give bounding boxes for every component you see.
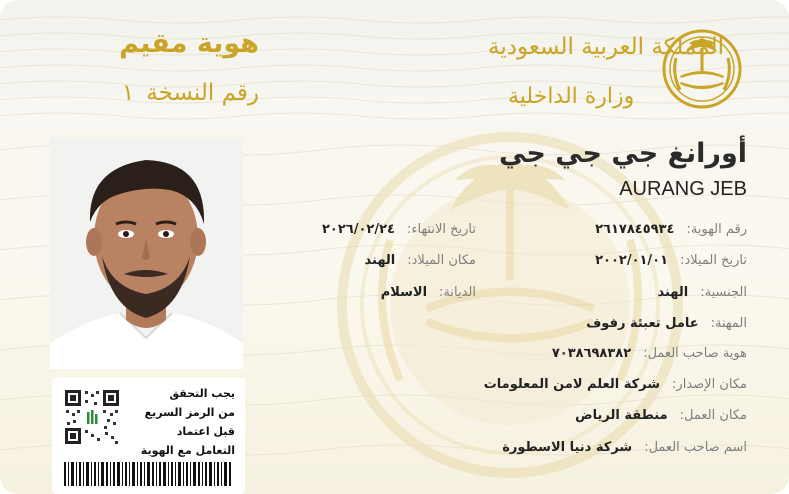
field-birth-place (365, 253, 476, 268)
verification-line-1: يجب التحقق (169, 387, 235, 400)
field-label: اسم صاحب العمل: (644, 440, 747, 455)
verification-box (52, 378, 245, 494)
field-expiry (322, 222, 476, 237)
field-religion (381, 285, 476, 300)
verification-line-4: التعامل مع الهوية (140, 444, 235, 457)
holder-name-english: AURANG JEB (619, 178, 747, 200)
kingdom-name: المملكة العربية السعودية (488, 34, 724, 60)
holder-portrait-photo (50, 138, 243, 369)
field-issue-place (484, 377, 747, 392)
field-label: تاريخ الميلاد: (680, 253, 747, 268)
field-label: الديانة: (439, 285, 476, 300)
field-nationality (657, 285, 747, 300)
verification-line-2: من الرمز السريع (144, 406, 235, 419)
field-label: مكان الإصدار: (672, 377, 747, 392)
field-label: المهنة: (710, 316, 747, 331)
field-value: الهند (657, 285, 689, 300)
field-value: الهند (364, 253, 396, 268)
field-value: شركة دنيا الاسطورة (502, 440, 633, 455)
version-number: ١ (121, 80, 135, 106)
field-value: ٢٦١٧٨٤٥٩٣٤ (595, 222, 675, 237)
barcode-icon (64, 462, 232, 486)
field-work-place (575, 408, 747, 423)
field-label: الجنسية: (700, 285, 747, 300)
ministry-name: وزارة الداخلية (508, 84, 635, 109)
version-row (122, 80, 259, 106)
field-employer-id (552, 346, 747, 361)
verification-note (141, 384, 235, 460)
palm-and-swords-watermark-icon (330, 120, 690, 490)
qr-code-icon (63, 388, 121, 446)
verification-line-3: قبل اعتماد (176, 425, 235, 438)
field-label: مكان الميلاد: (407, 253, 476, 268)
field-employer-name (502, 440, 747, 455)
field-label: هوية صاحب العمل: (643, 346, 747, 361)
version-label: رقم النسخة (146, 80, 259, 106)
field-value: شركة العلم لامن المعلومات (483, 377, 661, 392)
card-title: هوية مقيم (119, 28, 259, 59)
field-label: رقم الهوية: (686, 222, 747, 237)
field-birth-date (595, 253, 747, 268)
holder-name-arabic: أورانغ جي جي جي (499, 138, 747, 169)
field-value: الاسلام (380, 285, 428, 300)
field-occupation (586, 316, 747, 331)
field-label: تاريخ الانتهاء: (406, 222, 476, 237)
field-id-number (595, 222, 747, 237)
field-value: منطقة الرياض (575, 408, 668, 423)
field-value: ٧٠٣٨٦٩٨٣٨٢ (551, 346, 632, 361)
field-value: ٢٠٢٦/٠٢/٢٤ (322, 222, 395, 237)
field-label: مكان العمل: (679, 408, 747, 423)
field-value: عامل تعبئة رفوف (586, 316, 699, 331)
field-value: ٢٠٠٢/٠١/٠١ (595, 253, 669, 268)
